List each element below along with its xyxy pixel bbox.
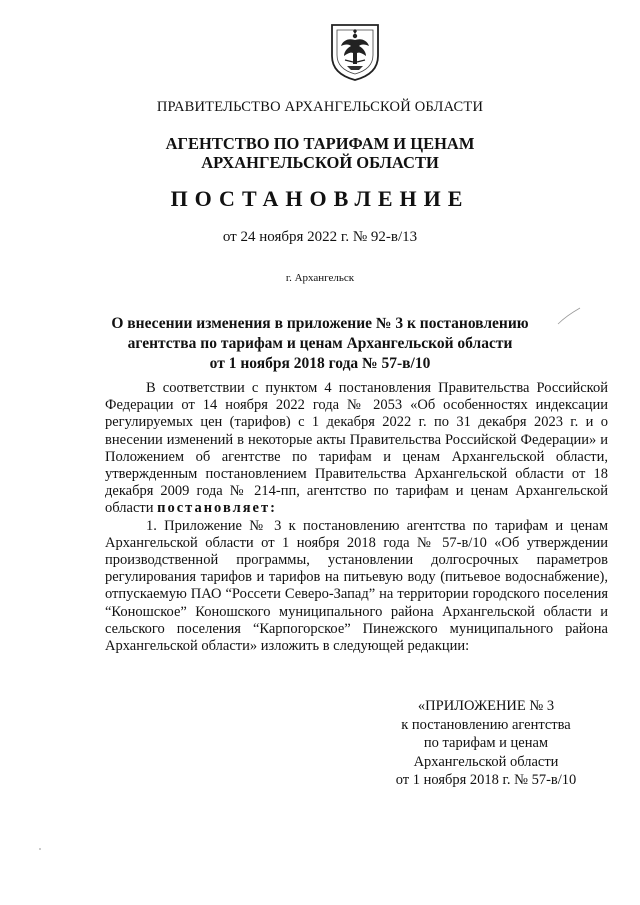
preamble-text: В соответствии с пунктом 4 постановления Правительства Российской Федерации от 14 ноября 2022 года № 2053 «Об особенностях индексации регулируемых цен (тарифов) с 1 декабря 2022 г. по 31 декабря 2023 г. и о внесении изменений в некоторые акты Правительства Российской Федерации» и Положением об агентстве по тарифам и ценам Архангельской области, утвержденным постановлением Правительства Архангельской области от 18 декабря 2009 года № 214-пп, агентство по тарифам и ценам Архангельской области — [105, 380, 608, 517]
government-name: ПРАВИТЕЛЬСТВО АРХАНГЕЛЬСКОЙ ОБЛАСТИ — [156, 99, 484, 115]
agency-name-line1: АГЕНТСТВО ПО ТАРИФАМ И ЦЕНАМ — [165, 134, 475, 153]
subject-line3: от 1 ноября 2018 года № 57-в/10 — [209, 355, 431, 372]
resolves-keyword: постановляет: — [157, 500, 277, 517]
appendix-line1: «ПРИЛОЖЕНИЕ № 3 — [417, 698, 555, 714]
pen-mark-icon — [556, 306, 582, 326]
subject-line1: О внесении изменения в приложение № 3 к постановлению — [111, 315, 529, 332]
subject-line2: агентства по тарифам и ценам Архангельской области — [127, 335, 513, 352]
coat-of-arms-icon — [329, 22, 381, 82]
appendix-line3: по тарифам и ценам — [423, 735, 549, 752]
appendix-line2: к постановлению агентства — [401, 716, 571, 733]
appendix-line4: Архангельской области — [413, 753, 559, 770]
scan-speck — [39, 848, 41, 850]
body-paragraph-preamble — [105, 380, 608, 518]
body-paragraph-item-1: 1. Приложение № 3 к постановлению агентства по тарифам и ценам Архангельской области от 1 ноября 2018 года № 57-в/10 «Об утверждении производственной программы, установлении долгосрочных параметров регулирования тарифов и тарифов на питьевую воду (питьевое водоснабжение), отпускаемую ПАО “Россети Северо-Запад” на территории городского поселения “Коношское” Коношского муниципального района Архангельской области и сельского поселения “Карпогорское” Пинежского муниципального района Архангельской области» изложить в следующей редакции: — [105, 517, 608, 655]
document-city: г. Архангельск — [285, 272, 355, 284]
document-type: ПОСТАНОВЛЕНИЕ — [170, 186, 470, 211]
document-subject — [0, 314, 640, 374]
agency-name-line2: АРХАНГЕЛЬСКОЙ ОБЛАСТИ — [201, 153, 439, 172]
document-date-number: от 24 ноября 2022 г. № 92-в/13 — [222, 229, 418, 245]
appendix-line5: от 1 ноября 2018 г. № 57-в/10 — [395, 772, 577, 789]
document-body — [105, 380, 608, 655]
agency-name — [0, 134, 640, 172]
appendix-heading — [388, 697, 584, 790]
